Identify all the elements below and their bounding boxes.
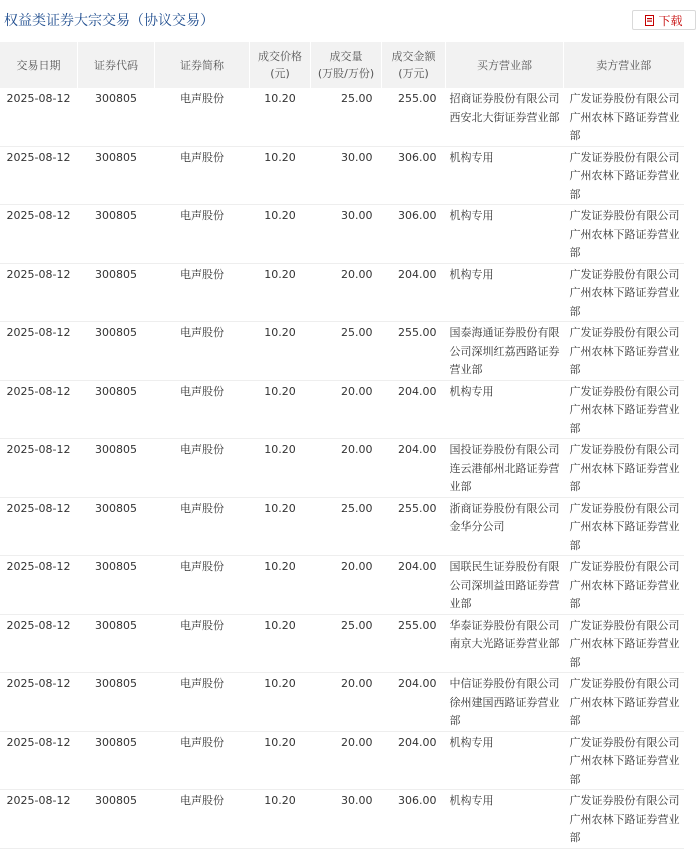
cell-trade-date — [0, 556, 78, 615]
cell-amount — [382, 205, 446, 264]
table-row — [0, 731, 684, 790]
cell-security-name — [155, 322, 250, 381]
page-title: 权益类证券大宗交易（协议交易） — [4, 13, 214, 29]
cell-security-name — [155, 731, 250, 790]
cell-seller-branch — [564, 380, 684, 439]
cell-security-code — [78, 322, 155, 381]
cell-security-code-text: 300805 — [95, 560, 137, 573]
cell-price-text: 10.20 — [264, 267, 296, 281]
cell-buyer-branch — [446, 790, 564, 849]
cell-security-code — [78, 614, 155, 673]
cell-seller-branch — [564, 497, 684, 556]
table-row — [0, 497, 684, 556]
cell-seller-branch — [564, 263, 684, 322]
cell-price-text: 10.20 — [264, 677, 296, 690]
cell-amount — [382, 731, 446, 790]
cell-amount-text: 255.00 — [398, 326, 437, 339]
cell-security-name — [155, 263, 250, 322]
cell-volume — [311, 205, 382, 264]
cell-volume — [311, 556, 382, 615]
cell-volume — [311, 497, 382, 556]
cell-trade-date-text: 2025-08-12 — [6, 677, 71, 690]
cell-seller-branch — [564, 146, 684, 205]
cell-security-name — [155, 439, 250, 498]
cell-amount-text: 255.00 — [398, 618, 437, 632]
cell-trade-date — [0, 614, 78, 673]
cell-security-code-text: 300805 — [95, 443, 137, 456]
table-header-row — [0, 42, 684, 88]
cell-security-name-text: 电声股份 — [180, 150, 224, 164]
cell-seller-branch — [564, 790, 684, 849]
cell-trade-date-text: 2025-08-12 — [6, 384, 71, 398]
cell-volume — [311, 380, 382, 439]
cell-volume — [311, 614, 382, 673]
cell-buyer-branch-text: 中信证券股份有限公司徐州建国西路证券营业部 — [449, 677, 560, 727]
block-trade-table — [0, 42, 684, 849]
col-header-name[interactable]: 证券简称 — [155, 42, 250, 88]
cell-buyer-branch — [446, 731, 564, 790]
table-row — [0, 380, 684, 439]
download-button[interactable] — [632, 10, 696, 30]
cell-security-name-text: 电声股份 — [180, 384, 224, 398]
cell-security-name-text: 电声股份 — [180, 443, 224, 456]
cell-buyer-branch — [446, 205, 564, 264]
cell-buyer-branch-text: 招商证券股份有限公司西安北大街证券营业部 — [449, 92, 560, 124]
cell-seller-branch-text: 广发证券股份有限公司广州农林下路证券营业部 — [569, 267, 680, 318]
cell-volume — [311, 673, 382, 732]
table-row — [0, 556, 684, 615]
table-row — [0, 439, 684, 498]
col-header-seller[interactable]: 卖方营业部 — [564, 42, 684, 88]
cell-trade-date — [0, 322, 78, 381]
cell-trade-date — [0, 673, 78, 732]
cell-price — [250, 263, 311, 322]
cell-buyer-branch — [446, 439, 564, 498]
table-body — [0, 88, 684, 848]
cell-volume-text: 20.00 — [341, 384, 373, 398]
cell-buyer-branch-text: 国投证券股份有限公司连云港郁州北路证券营业部 — [449, 443, 560, 493]
cell-buyer-branch-text: 机构专用 — [449, 384, 494, 398]
cell-security-code — [78, 380, 155, 439]
cell-amount — [382, 380, 446, 439]
cell-security-code-text: 300805 — [95, 267, 137, 281]
cell-trade-date-text: 2025-08-12 — [6, 560, 71, 573]
cell-security-code-text: 300805 — [95, 618, 137, 632]
cell-price — [250, 731, 311, 790]
cell-security-code — [78, 790, 155, 849]
cell-trade-date-text: 2025-08-12 — [6, 209, 71, 222]
cell-security-code-text: 300805 — [95, 677, 137, 690]
cell-security-name-text: 电声股份 — [180, 209, 224, 222]
cell-volume — [311, 731, 382, 790]
cell-security-code — [78, 731, 155, 790]
download-label: 下载 — [658, 13, 683, 28]
cell-buyer-branch — [446, 673, 564, 732]
cell-volume-text: 20.00 — [341, 267, 373, 281]
cell-price — [250, 673, 311, 732]
cell-buyer-branch — [446, 88, 564, 146]
cell-seller-branch-text: 广发证券股份有限公司广州农林下路证券营业部 — [569, 618, 680, 669]
cell-amount — [382, 790, 446, 849]
cell-price-text: 10.20 — [264, 618, 296, 632]
cell-trade-date — [0, 790, 78, 849]
table-row — [0, 614, 684, 673]
cell-volume-text: 25.00 — [341, 326, 373, 339]
cell-trade-date — [0, 497, 78, 556]
cell-buyer-branch-text: 机构专用 — [449, 150, 494, 164]
cell-seller-branch — [564, 439, 684, 498]
cell-trade-date — [0, 439, 78, 498]
cell-buyer-branch-text: 国联民生证券股份有限公司深圳益田路证券营业部 — [449, 560, 560, 610]
col-header-buyer[interactable]: 买方营业部 — [446, 42, 564, 88]
cell-amount-text: 204.00 — [398, 443, 437, 456]
cell-buyer-branch-text: 机构专用 — [449, 794, 494, 807]
col-header-volume[interactable]: 成交量 (万股/万份) — [311, 42, 382, 88]
cell-security-code — [78, 439, 155, 498]
cell-amount — [382, 88, 446, 146]
cell-seller-branch-text: 广发证券股份有限公司广州农林下路证券营业部 — [569, 735, 680, 786]
cell-buyer-branch-text: 国泰海通证券股份有限公司深圳红荔西路证券营业部 — [449, 326, 560, 376]
cell-price — [250, 556, 311, 615]
cell-price — [250, 439, 311, 498]
cell-price — [250, 88, 311, 146]
cell-volume — [311, 146, 382, 205]
cell-security-name-text: 电声股份 — [180, 92, 224, 105]
cell-security-code-text: 300805 — [95, 735, 137, 749]
cell-seller-branch-text: 广发证券股份有限公司广州农林下路证券营业部 — [569, 560, 680, 610]
cell-volume — [311, 439, 382, 498]
cell-buyer-branch — [446, 380, 564, 439]
cell-amount-text: 255.00 — [398, 501, 437, 515]
cell-volume-text: 30.00 — [341, 209, 373, 222]
cell-volume — [311, 263, 382, 322]
col-header-price[interactable]: 成交价格 (元) — [250, 42, 311, 88]
cell-volume — [311, 790, 382, 849]
cell-price-text: 10.20 — [264, 92, 296, 105]
cell-security-name — [155, 790, 250, 849]
cell-trade-date-text: 2025-08-12 — [6, 267, 71, 281]
cell-security-code-text: 300805 — [95, 326, 137, 339]
cell-buyer-branch-text: 机构专用 — [449, 267, 494, 281]
cell-amount-text: 204.00 — [398, 267, 437, 281]
cell-buyer-branch — [446, 263, 564, 322]
cell-security-code-text: 300805 — [95, 501, 137, 515]
cell-seller-branch-text: 广发证券股份有限公司广州农林下路证券营业部 — [569, 501, 680, 552]
col-header-date[interactable]: 交易日期 — [0, 42, 78, 88]
cell-security-name — [155, 497, 250, 556]
cell-buyer-branch — [446, 556, 564, 615]
cell-volume — [311, 322, 382, 381]
col-header-amount[interactable]: 成交金额 (万元) — [382, 42, 446, 88]
cell-security-name-text: 电声股份 — [180, 267, 224, 281]
cell-security-name — [155, 146, 250, 205]
cell-buyer-branch — [446, 322, 564, 381]
cell-seller-branch-text: 广发证券股份有限公司广州农林下路证券营业部 — [569, 150, 680, 201]
cell-amount-text: 204.00 — [398, 677, 437, 690]
cell-amount-text: 204.00 — [398, 560, 437, 573]
cell-volume-text: 30.00 — [341, 150, 373, 164]
cell-amount-text: 255.00 — [398, 92, 437, 105]
cell-security-code — [78, 263, 155, 322]
cell-amount-text: 204.00 — [398, 384, 437, 398]
cell-seller-branch-text: 广发证券股份有限公司广州农林下路证券营业部 — [569, 794, 680, 844]
cell-trade-date-text: 2025-08-12 — [6, 92, 71, 105]
cell-amount-text: 306.00 — [398, 150, 437, 164]
cell-buyer-branch — [446, 497, 564, 556]
cell-price-text: 10.20 — [264, 150, 296, 164]
cell-trade-date-text: 2025-08-12 — [6, 150, 71, 164]
cell-security-name — [155, 614, 250, 673]
cell-seller-branch — [564, 88, 684, 146]
cell-price — [250, 322, 311, 381]
cell-volume-text: 25.00 — [341, 92, 373, 105]
cell-amount — [382, 439, 446, 498]
cell-buyer-branch-text: 华泰证券股份有限公司南京大光路证券营业部 — [449, 618, 560, 650]
cell-seller-branch — [564, 205, 684, 264]
cell-price — [250, 614, 311, 673]
cell-seller-branch-text: 广发证券股份有限公司广州农林下路证券营业部 — [569, 209, 680, 259]
cell-volume-text: 30.00 — [341, 794, 373, 807]
table-row — [0, 790, 684, 849]
cell-amount — [382, 673, 446, 732]
cell-price-text: 10.20 — [264, 794, 296, 807]
cell-seller-branch — [564, 556, 684, 615]
cell-volume-text: 20.00 — [341, 677, 373, 690]
cell-seller-branch — [564, 673, 684, 732]
cell-trade-date — [0, 88, 78, 146]
table-row — [0, 322, 684, 381]
cell-price — [250, 380, 311, 439]
cell-trade-date — [0, 263, 78, 322]
cell-price — [250, 146, 311, 205]
cell-seller-branch — [564, 614, 684, 673]
cell-price-text: 10.20 — [264, 560, 296, 573]
cell-seller-branch — [564, 322, 684, 381]
cell-security-name-text: 电声股份 — [180, 794, 224, 807]
cell-seller-branch-text: 广发证券股份有限公司广州农林下路证券营业部 — [569, 326, 680, 376]
cell-seller-branch-text: 广发证券股份有限公司广州农林下路证券营业部 — [569, 677, 680, 727]
cell-buyer-branch-text: 机构专用 — [449, 209, 494, 222]
cell-volume-text: 20.00 — [341, 735, 373, 749]
cell-price-text: 10.20 — [264, 326, 296, 339]
cell-buyer-branch-text: 浙商证券股份有限公司金华分公司 — [449, 501, 560, 533]
cell-amount-text: 204.00 — [398, 735, 437, 749]
cell-security-code-text: 300805 — [95, 150, 137, 164]
cell-buyer-branch-text: 机构专用 — [449, 735, 494, 749]
cell-security-name-text: 电声股份 — [180, 677, 224, 690]
cell-seller-branch-text: 广发证券股份有限公司广州农林下路证券营业部 — [569, 92, 680, 142]
cell-amount — [382, 322, 446, 381]
cell-security-name — [155, 556, 250, 615]
cell-security-name-text: 电声股份 — [180, 560, 224, 573]
table-row — [0, 88, 684, 146]
cell-price — [250, 790, 311, 849]
col-header-code[interactable]: 证券代码 — [78, 42, 155, 88]
cell-buyer-branch — [446, 614, 564, 673]
cell-trade-date — [0, 205, 78, 264]
cell-security-name — [155, 88, 250, 146]
cell-volume-text: 25.00 — [341, 501, 373, 515]
cell-security-code-text: 300805 — [95, 794, 137, 807]
cell-amount — [382, 497, 446, 556]
page-header — [0, 0, 700, 40]
cell-trade-date-text: 2025-08-12 — [6, 326, 71, 339]
cell-amount-text: 306.00 — [398, 209, 437, 222]
cell-security-name-text: 电声股份 — [180, 735, 224, 749]
cell-security-name — [155, 205, 250, 264]
cell-volume-text: 25.00 — [341, 618, 373, 632]
cell-security-code — [78, 146, 155, 205]
cell-price — [250, 497, 311, 556]
download-file-icon — [645, 15, 655, 26]
cell-price-text: 10.20 — [264, 443, 296, 456]
cell-trade-date-text: 2025-08-12 — [6, 443, 71, 456]
table-row — [0, 205, 684, 264]
cell-security-name-text: 电声股份 — [180, 326, 224, 339]
cell-volume-text: 20.00 — [341, 443, 373, 456]
cell-trade-date-text: 2025-08-12 — [6, 794, 71, 807]
cell-security-code-text: 300805 — [95, 209, 137, 222]
table-row — [0, 146, 684, 205]
cell-amount — [382, 146, 446, 205]
cell-amount — [382, 556, 446, 615]
cell-amount — [382, 263, 446, 322]
cell-seller-branch — [564, 731, 684, 790]
cell-price-text: 10.20 — [264, 384, 296, 398]
cell-security-name-text: 电声股份 — [180, 618, 224, 632]
cell-trade-date — [0, 380, 78, 439]
cell-amount-text: 306.00 — [398, 794, 437, 807]
table-row — [0, 673, 684, 732]
cell-security-code-text: 300805 — [95, 92, 137, 105]
cell-price — [250, 205, 311, 264]
cell-trade-date-text: 2025-08-12 — [6, 618, 71, 632]
cell-security-code — [78, 88, 155, 146]
cell-security-code — [78, 556, 155, 615]
cell-security-code — [78, 497, 155, 556]
cell-security-name — [155, 673, 250, 732]
cell-volume-text: 20.00 — [341, 560, 373, 573]
cell-price-text: 10.20 — [264, 209, 296, 222]
table-row — [0, 263, 684, 322]
cell-trade-date — [0, 731, 78, 790]
cell-trade-date-text: 2025-08-12 — [6, 735, 71, 749]
cell-security-code — [78, 205, 155, 264]
cell-buyer-branch — [446, 146, 564, 205]
cell-amount — [382, 614, 446, 673]
cell-security-code — [78, 673, 155, 732]
cell-volume — [311, 88, 382, 146]
cell-seller-branch-text: 广发证券股份有限公司广州农林下路证券营业部 — [569, 443, 680, 493]
cell-price-text: 10.20 — [264, 501, 296, 515]
cell-security-code-text: 300805 — [95, 384, 137, 398]
cell-security-name — [155, 380, 250, 439]
cell-trade-date — [0, 146, 78, 205]
cell-trade-date-text: 2025-08-12 — [6, 501, 71, 515]
cell-security-name-text: 电声股份 — [180, 501, 224, 515]
cell-seller-branch-text: 广发证券股份有限公司广州农林下路证券营业部 — [569, 384, 680, 435]
cell-price-text: 10.20 — [264, 735, 296, 749]
